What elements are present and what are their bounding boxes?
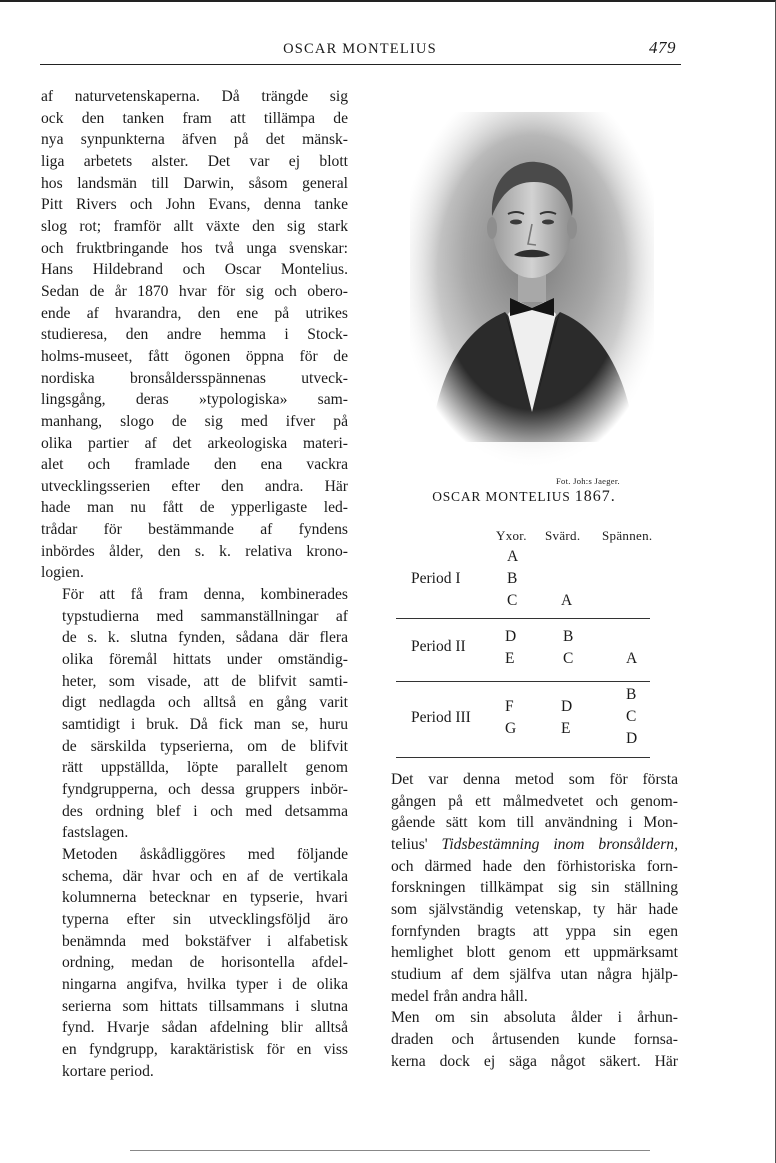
period-label: Period III (411, 709, 471, 726)
paragraph-3 (41, 844, 348, 1082)
row-divider (396, 757, 650, 758)
cell-yxor: F (505, 698, 514, 715)
book-title: Tidsbestämning inom bronsåldern, (441, 835, 678, 853)
text-line: typerna efter sin utvecklingsföljd äro (62, 910, 348, 928)
text-line: en fyndgrupp, karaktäristisk för en viss (62, 1040, 348, 1058)
cell-svard: B (563, 628, 574, 645)
text-line: utvecklingsserien efter den andra. Här (41, 477, 348, 495)
text-line: draden och årtusenden kunde fornsa- (391, 1030, 678, 1048)
text-line: kortare period. (62, 1062, 154, 1080)
text-line: ordning, medan de horisontella afdel- (62, 954, 348, 972)
text-line: digt nedlagda och alltså en gång varit (62, 694, 348, 712)
cell-spannen: B (626, 686, 637, 703)
row-divider (396, 681, 650, 682)
text-line: studium af dem själfva utan några hjälp- (391, 965, 678, 983)
text-line: studieresa, den andre hemma i Stock- (41, 326, 348, 344)
text-line: och därmed hade den förhistoriska forn- (391, 857, 678, 875)
page-number: 479 (649, 38, 676, 57)
period-label: Period I (411, 570, 461, 587)
cell-yxor: C (507, 592, 518, 609)
text-line: Metoden åskådliggöres med följande (62, 845, 348, 863)
text-line: olika föremål hittats under omständig- (62, 651, 348, 669)
text-line: olika partier af det arkeologiska materi- (41, 434, 348, 452)
text-line: Men om sin absoluta ålder i århun- (391, 1009, 678, 1027)
text-line: ningarna angifva, hvilka typer i de olika (62, 975, 348, 993)
text-line: des ordning blef i och med detsamma (62, 802, 348, 820)
text-line: För att få fram denna, kombinerades (62, 586, 348, 604)
period-label: Period II (411, 638, 466, 655)
caption-year: 1867. (574, 488, 616, 505)
caption-name: OSCAR MONTELIUS (432, 489, 571, 504)
text-line: gången på ett målmedvetet och genom- (391, 792, 678, 810)
text-line: fynd. Hvarje sådan afdelning blir alltså (62, 1019, 348, 1037)
right-column (370, 769, 678, 1072)
cell-spannen: A (626, 650, 638, 667)
text-line: medel från andra håll. (391, 987, 528, 1005)
col-header-svard: Svärd. (545, 528, 581, 543)
text-line: Hans Hildebrand och Oscar Montelius. (41, 261, 348, 279)
text-line: serierna som hittats tillsammans i slutna (62, 997, 348, 1015)
text-line: Det var denna metod som för första (391, 771, 678, 788)
text-line: liga arbetets alster. Det var ej blott (41, 152, 348, 170)
cell-yxor: A (507, 548, 519, 565)
paragraph-2 (41, 584, 348, 844)
cell-yxor: D (505, 628, 517, 645)
portrait-photo (410, 112, 654, 468)
text-line: kolumnerna betecknar en typserie, hvari (62, 889, 348, 907)
footer-rule (130, 1150, 650, 1151)
cell-yxor: G (505, 720, 517, 737)
paragraph-right-1 (370, 769, 678, 1007)
text-line: nordiska bronsåldersspännenas utveck- (41, 369, 348, 387)
cell-svard: E (561, 720, 571, 737)
text-line: Pitt Rivers och John Evans, denna tanke (41, 196, 348, 214)
text-line: hos landsmän till Darwin, såsom general (41, 174, 348, 192)
text-line: ende af hvarandra, den ene på utrikes (41, 304, 348, 322)
paragraph-right-2 (370, 1007, 678, 1072)
text-line: benämnda med bokstäfver i alfabetisk (62, 932, 348, 950)
cell-yxor: B (507, 570, 518, 587)
text-line: manhang, slogo de sig med ifver på (41, 412, 348, 430)
text-line (370, 834, 678, 856)
text-line: fornfynden bragts att yppa sin egen (391, 922, 678, 940)
text-line: nya synpunkterna äfven på det mänsk- (41, 131, 348, 149)
text-line: de särskilda typserierna, om de blifvit (62, 737, 348, 755)
text-line: slog rot; framför allt växte den sig stark (41, 217, 348, 235)
text-line: forskningen tillkämpat sig sin ställning (391, 879, 678, 897)
row-divider (396, 618, 650, 619)
text-line: schema, där hvar och en af de vertikala (62, 867, 348, 885)
running-header (40, 38, 680, 62)
text-line: fyndgrupperna, och dessa gruppers inbör- (62, 781, 348, 798)
text-line: alet och framlade den ena vackra (41, 456, 348, 474)
paragraph-1 (41, 86, 348, 584)
text-line: fastslagen. (62, 824, 129, 842)
text-line: gående sätt kom till användning i Mon- (391, 814, 678, 832)
running-title: OSCAR MONTELIUS (283, 41, 437, 57)
text-line: hemlighet blott genom ett uppmärksamt (391, 944, 678, 962)
figure-caption (370, 488, 678, 506)
cell-spannen: D (626, 730, 638, 747)
cell-svard: D (561, 698, 573, 715)
photo-credit: Fot. Joh:s Jaeger. (556, 476, 620, 486)
text-line: trådar för bestämmande af fyndens (41, 521, 348, 539)
col-header-yxor: Yxor. (496, 528, 527, 543)
header-rule (40, 64, 681, 65)
text-fragment: telius' (391, 835, 442, 853)
text-line: heter, som visade, att de blifvit samti- (62, 672, 348, 690)
cell-yxor: E (505, 650, 515, 667)
text-line: typstudierna med sammanställningar af (62, 607, 348, 625)
left-column (41, 86, 348, 1082)
text-line: hade man nu fått de ypperligaste led- (41, 499, 348, 517)
text-line: inbördes ålder, den s. k. relativa krono- (41, 542, 348, 560)
text-line: samtidigt i bruk. Då fick man se, huru (62, 716, 348, 734)
text-line: lingsgång, deras »typologiska» sam- (41, 391, 348, 409)
text-line: kerna dock ej säga något säkert. Här (391, 1052, 678, 1070)
text-line: Sedan de år 1870 hvar för sig och obero- (41, 282, 348, 300)
text-line: som självständig vetenskap, ty här hade (391, 900, 678, 918)
text-line: och fruktbringande hos två unga svenskar: (41, 239, 348, 257)
cell-svard: A (561, 592, 573, 609)
text-line: holms-museet, fått ögonen öppna för de (41, 347, 348, 365)
typology-schema-table (370, 524, 680, 764)
text-line: rätt uppställda, löpte parallelt genom (62, 759, 348, 777)
cell-spannen: C (626, 708, 637, 725)
text-line: de s. k. slutna fynden, sådana där flera (62, 629, 348, 647)
text-line: af naturvetenskaperna. Då trängde sig (41, 88, 348, 105)
col-header-spannen: Spännen. (602, 528, 653, 543)
cell-svard: C (563, 650, 574, 667)
text-line: ock den tanken fram att tillämpa de (41, 109, 348, 127)
text-line: logien. (41, 564, 84, 582)
